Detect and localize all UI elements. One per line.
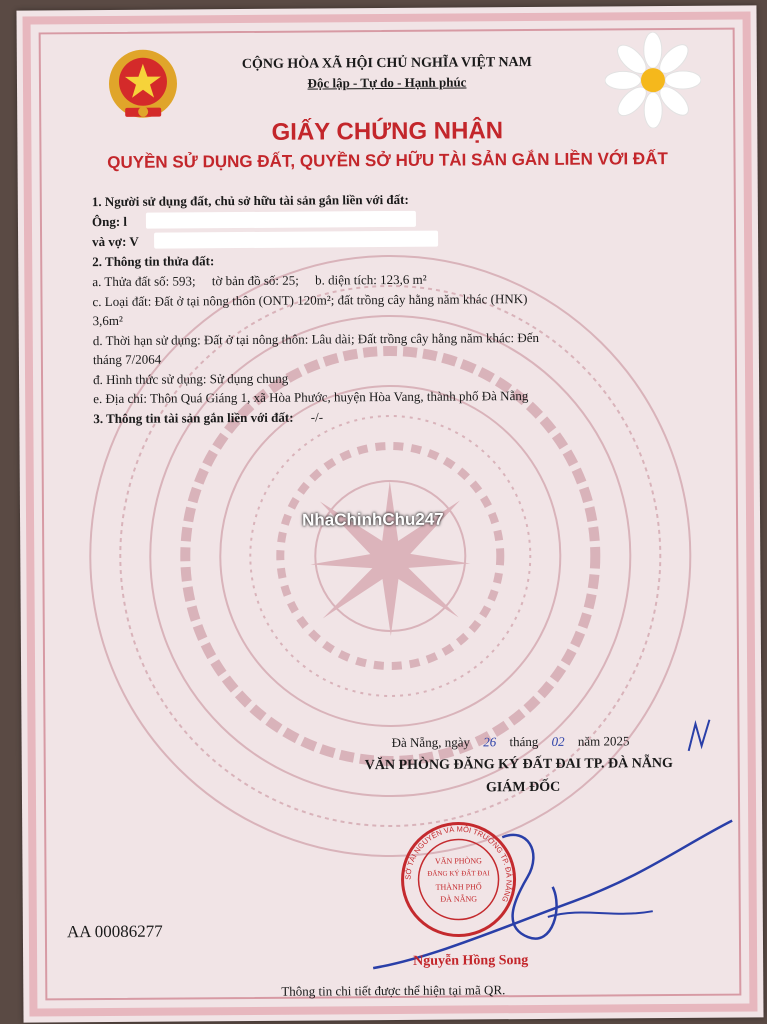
owner-redaction (146, 211, 416, 229)
owner-label: Ông: (91, 213, 124, 230)
place-date-prefix: Đà Nẵng, ngày (391, 734, 470, 750)
parcel-number-line: a. Thửa đất số: 593; tờ bản đồ số: 25; b. diện tích: 123,6 m² (92, 271, 427, 290)
certificate-sheet (16, 5, 763, 1022)
section3-heading (93, 409, 323, 427)
place-date-line (392, 733, 630, 751)
serial-number: AA 00086277 (66, 921, 163, 942)
land-type-line-cont: 3,6m² (92, 312, 123, 329)
month-label: tháng (509, 733, 539, 750)
signing-day: 26 (483, 734, 497, 750)
year-label: năm 2025 (577, 733, 630, 749)
stamp-line4: ĐÀ NẴNG (440, 894, 478, 904)
qr-footer-note: Thông tin chi tiết được thể hiện tại mã QR. (281, 982, 506, 999)
land-type-line: c. Loại đất: Đất ở tại nông thôn (ONT) 120m²; đất trồng cây hằng năm khác (HNK) (92, 291, 528, 310)
section2-heading: 2. Thông tin thửa đất: (92, 253, 215, 270)
initials-mark (683, 716, 713, 756)
republic-name: CỘNG HÒA XÃ HỘI CHỦ NGHĨA VIỆT NAM (241, 54, 532, 73)
usage-form-line: đ. Hình thức sử dụng: Sử dụng chung (93, 370, 289, 388)
national-motto: Độc lập - Tự do - Hạnh phúc (307, 74, 467, 91)
stamp-line3: THÀNH PHỐ (435, 882, 482, 892)
address-line: e. Địa chỉ: Thôn Quá Giáng 1, xã Hòa Phước, huyện Hòa Vang, thành phố Đà Nẵng (93, 388, 529, 407)
document-subtitle: QUYỀN SỬ DỤNG ĐẤT, QUYỀN SỞ HỮU TÀI SẢN GẮN LIỀN VỚI ĐẤT (107, 149, 668, 172)
spouse-name: V (129, 233, 139, 249)
section3-value: -/- (310, 409, 324, 425)
owner-row (92, 214, 127, 230)
signing-month: 02 (551, 733, 565, 749)
section1-heading: 1. Người sử dụng đất, chủ sở hữu tài sản gắn liền với đất: (91, 191, 409, 210)
document-title: GIẤY CHỨNG NHẬN (271, 117, 504, 146)
spouse-row (92, 234, 139, 250)
spouse-label: và vợ: (92, 233, 130, 250)
stamp-ring-text: SỞ TÀI NGUYÊN VÀ MÔI TRƯỜNG TP. ĐÀ NẴNG (403, 824, 514, 904)
stamp-line1: VĂN PHÒNG (434, 856, 482, 866)
spouse-redaction (154, 231, 438, 249)
signer-position: GIÁM ĐỐC (485, 779, 561, 796)
usage-term-line: d. Thời hạn sử dụng: Đất ở tại nông thôn: Lâu dài; Đất trồng cây hằng năm khác: Đến (92, 329, 540, 349)
issuing-office: VĂN PHÒNG ĐĂNG KÝ ĐẤT ĐAI TP. ĐÀ NẴNG (364, 756, 673, 774)
stamp-line2: ĐĂNG KÝ ĐẤT ĐAI (427, 869, 490, 878)
signer-name: Nguyễn Hồng Song (413, 953, 529, 969)
owner-name: l (123, 213, 128, 229)
usage-term-line-cont: tháng 7/2064 (92, 351, 162, 368)
watermark-text: NhaChinhChu247 (301, 509, 444, 530)
daisy-flower-icon (605, 32, 702, 129)
national-emblem-icon (103, 45, 184, 126)
section3-label: 3. Thông tin tài sản gắn liền với đất: (93, 409, 294, 427)
